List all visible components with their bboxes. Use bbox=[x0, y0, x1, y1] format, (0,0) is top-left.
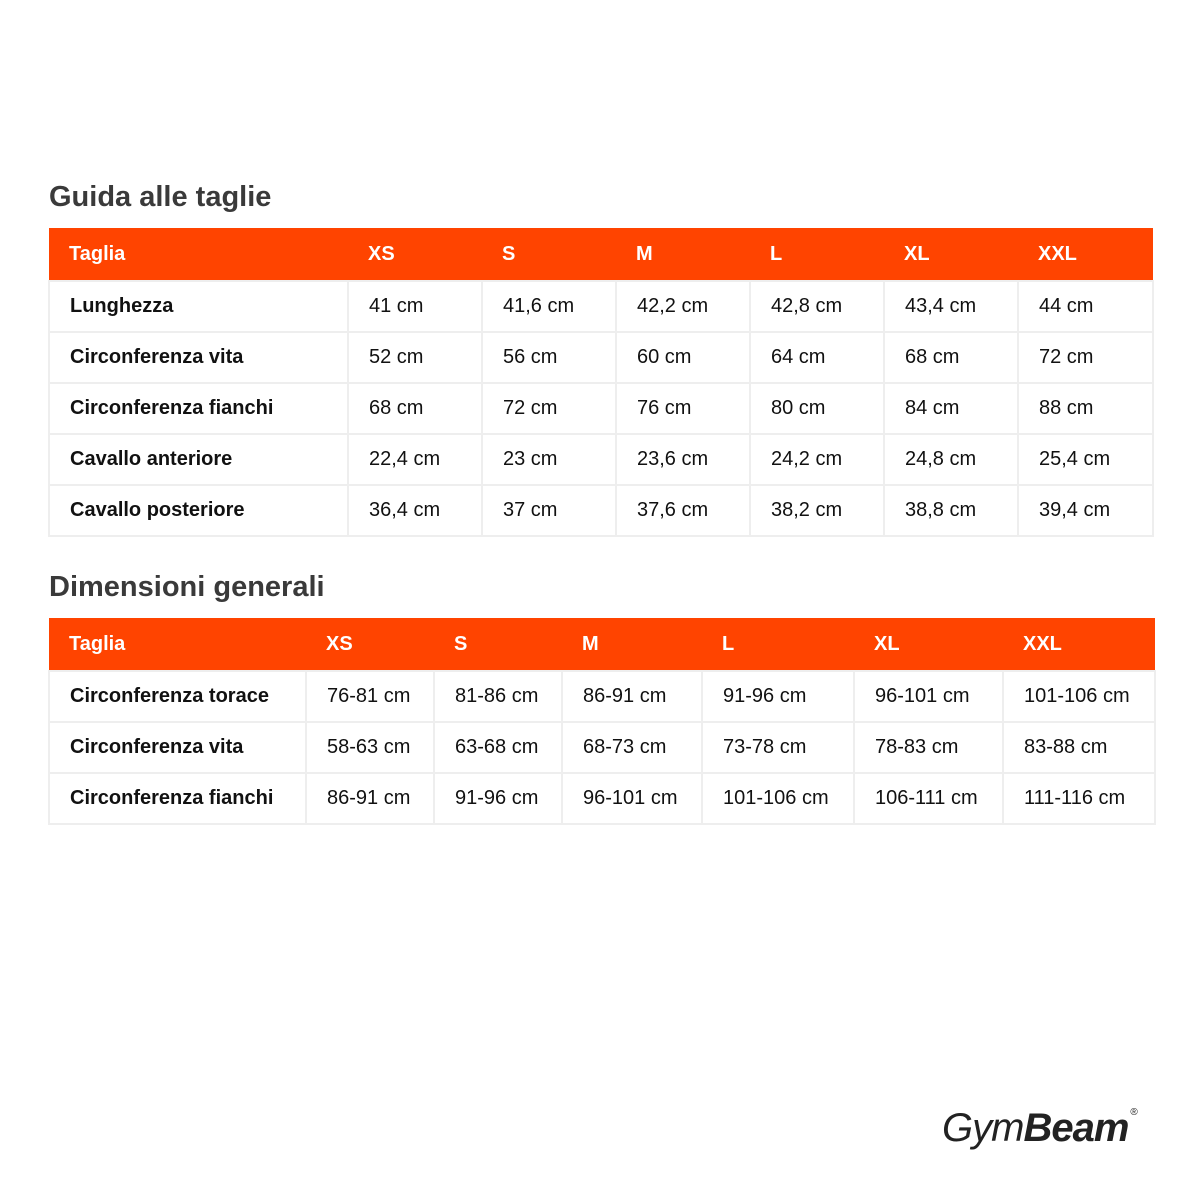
row-label: Cavallo anteriore bbox=[49, 434, 348, 485]
table-cell: 37 cm bbox=[482, 485, 616, 536]
table-cell: 39,4 cm bbox=[1018, 485, 1153, 536]
table-cell: 91-96 cm bbox=[702, 671, 854, 722]
row-label: Circonferenza fianchi bbox=[49, 383, 348, 434]
header-cell: Taglia bbox=[49, 228, 348, 281]
header-cell: XXL bbox=[1018, 228, 1153, 281]
table-header-row bbox=[49, 618, 1155, 671]
size-guide-table bbox=[48, 228, 1154, 537]
header-cell: XL bbox=[884, 228, 1018, 281]
table-cell: 76 cm bbox=[616, 383, 750, 434]
size-guide-title: Guida alle taglie bbox=[49, 181, 272, 213]
header-cell: S bbox=[482, 228, 616, 281]
table-cell: 68-73 cm bbox=[562, 722, 702, 773]
table-cell: 86-91 cm bbox=[306, 773, 434, 824]
table-cell: 91-96 cm bbox=[434, 773, 562, 824]
table-cell: 56 cm bbox=[482, 332, 616, 383]
row-label: Circonferenza fianchi bbox=[49, 773, 306, 824]
table-cell: 42,8 cm bbox=[750, 281, 884, 332]
table-header-row bbox=[49, 228, 1153, 281]
table-cell: 24,2 cm bbox=[750, 434, 884, 485]
table-cell: 25,4 cm bbox=[1018, 434, 1153, 485]
table-row bbox=[49, 434, 1153, 485]
logo-text-bold: Beam bbox=[1023, 1106, 1129, 1150]
table-cell: 23,6 cm bbox=[616, 434, 750, 485]
table-cell: 83-88 cm bbox=[1003, 722, 1155, 773]
table-row bbox=[49, 722, 1155, 773]
table-cell: 68 cm bbox=[884, 332, 1018, 383]
table-cell: 106-111 cm bbox=[854, 773, 1003, 824]
general-dimensions-table bbox=[48, 618, 1156, 825]
table-cell: 76-81 cm bbox=[306, 671, 434, 722]
table-cell: 101-106 cm bbox=[702, 773, 854, 824]
table-cell: 78-83 cm bbox=[854, 722, 1003, 773]
table-cell: 38,2 cm bbox=[750, 485, 884, 536]
registered-mark: ® bbox=[1130, 1107, 1138, 1118]
table-row bbox=[49, 383, 1153, 434]
table-cell: 80 cm bbox=[750, 383, 884, 434]
header-cell: M bbox=[562, 618, 702, 671]
header-cell: XS bbox=[348, 228, 482, 281]
table-cell: 42,2 cm bbox=[616, 281, 750, 332]
table-row bbox=[49, 485, 1153, 536]
header-cell: XL bbox=[854, 618, 1003, 671]
table-cell: 84 cm bbox=[884, 383, 1018, 434]
table-cell: 72 cm bbox=[1018, 332, 1153, 383]
table-cell: 96-101 cm bbox=[854, 671, 1003, 722]
row-label: Circonferenza torace bbox=[49, 671, 306, 722]
table-cell: 81-86 cm bbox=[434, 671, 562, 722]
brand-logo bbox=[942, 1104, 1136, 1163]
table-cell: 63-68 cm bbox=[434, 722, 562, 773]
table-cell: 111-116 cm bbox=[1003, 773, 1155, 824]
logo-text-light: Gym bbox=[942, 1106, 1024, 1150]
table-cell: 86-91 cm bbox=[562, 671, 702, 722]
table-cell: 96-101 cm bbox=[562, 773, 702, 824]
table-cell: 36,4 cm bbox=[348, 485, 482, 536]
table-cell: 88 cm bbox=[1018, 383, 1153, 434]
table-cell: 101-106 cm bbox=[1003, 671, 1155, 722]
header-cell: S bbox=[434, 618, 562, 671]
row-label: Cavallo posteriore bbox=[49, 485, 348, 536]
table-cell: 73-78 cm bbox=[702, 722, 854, 773]
table-cell: 43,4 cm bbox=[884, 281, 1018, 332]
table-cell: 60 cm bbox=[616, 332, 750, 383]
header-cell: XXL bbox=[1003, 618, 1155, 671]
table-cell: 64 cm bbox=[750, 332, 884, 383]
table-cell: 72 cm bbox=[482, 383, 616, 434]
table-row bbox=[49, 281, 1153, 332]
table-cell: 37,6 cm bbox=[616, 485, 750, 536]
table-cell: 38,8 cm bbox=[884, 485, 1018, 536]
table-cell: 41 cm bbox=[348, 281, 482, 332]
table-cell: 52 cm bbox=[348, 332, 482, 383]
table-cell: 68 cm bbox=[348, 383, 482, 434]
row-label: Circonferenza vita bbox=[49, 332, 348, 383]
table-cell: 24,8 cm bbox=[884, 434, 1018, 485]
header-cell: L bbox=[702, 618, 854, 671]
table-cell: 22,4 cm bbox=[348, 434, 482, 485]
general-dimensions-title: Dimensioni generali bbox=[49, 571, 325, 603]
table-cell: 23 cm bbox=[482, 434, 616, 485]
table-row bbox=[49, 773, 1155, 824]
header-cell: Taglia bbox=[49, 618, 306, 671]
row-label: Lunghezza bbox=[49, 281, 348, 332]
table-cell: 44 cm bbox=[1018, 281, 1153, 332]
header-cell: M bbox=[616, 228, 750, 281]
header-cell: XS bbox=[306, 618, 434, 671]
row-label: Circonferenza vita bbox=[49, 722, 306, 773]
table-row bbox=[49, 671, 1155, 722]
table-cell: 41,6 cm bbox=[482, 281, 616, 332]
table-row bbox=[49, 332, 1153, 383]
header-cell: L bbox=[750, 228, 884, 281]
table-cell: 58-63 cm bbox=[306, 722, 434, 773]
